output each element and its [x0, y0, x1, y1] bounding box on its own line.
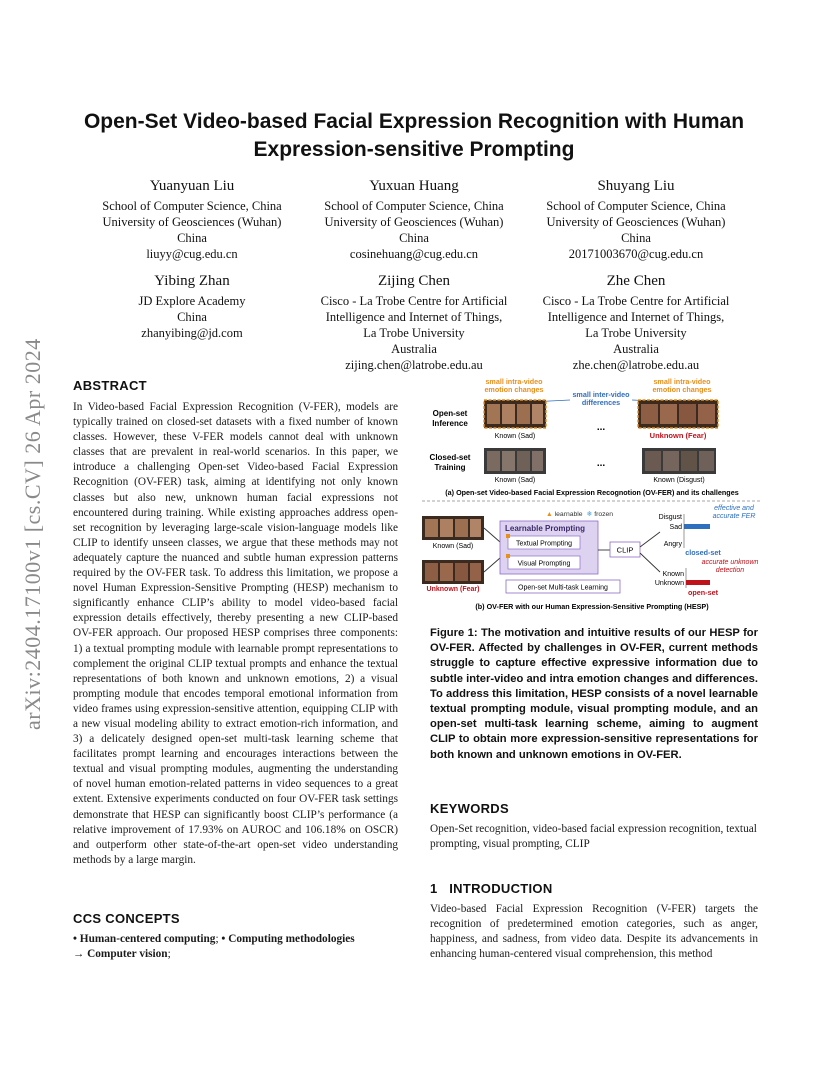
- film-strip-known-disgust: [642, 448, 716, 474]
- author-name: Yuanyuan Liu: [149, 178, 235, 194]
- label-known: Known: [662, 571, 684, 578]
- label-known-sad-bottom: Known (Sad): [494, 477, 536, 484]
- introduction-heading: 1 INTRODUCTION: [430, 881, 553, 896]
- author-affiliation-line: La Trobe University: [363, 326, 465, 340]
- label-emotion-changes-left: emotion changes: [484, 385, 544, 394]
- label-multitask: Open-set Multi-task Learning: [518, 584, 608, 592]
- author-card: [516, 176, 756, 262]
- abstract-text: In Video-based Facial Expression Recognition (V-FER), models are typically trained on closed-set datasets with a fixed number of known classes. However, these V-FER models cannot deal with unknown classes that are prevalent in real-world scenarios. In this paper, we introduce a challenging Open-set Video-based Facial Expression Recognition (OV-FER) task, aiming at identifying not only known classes but also new, unknown human facial expressions not encountered during training. While existing approaches address open-set recognition by leveraging large-scale vision-language models like CLIP to identify unseen classes, we argue that these methods may not adequately capture the nuanced and subtle human expression patterns required by the OV-FER task. To address this limitation, we propose a novel Human Expression-Sensitive Prompting (HESP) mechanism to significantly enhance CLIP’s ability to model video-based facial expression details effectively, thereby presenting a new CLIP-based OV-FER approach. Our proposed HESP comprises three components: 1) a textual prompting module with learnable prompt representations to complement the original CLIP textual prompts and enhance the textual representations of both known and unknown emotions, 2) a visual prompting module that encodes temporal emotional information from video frames using expression-sensitive attention, equipping CLIP with a new visual modeling ability to extract emotion-rich information, and 3) a delicately designed open-set multi-task learning scheme that facilitates prompt learning and encourages interactions between the textual and visual prompting modules, augmenting the understanding of novel human emotion-related patterns in video sequences to a great extent. Extensive experiments conducted on four OV-FER task settings demonstrate that HESP can significantly boost CLIP’s performance (a relative improvement of 17.93% on AUROC and 106.18% on OSCR) and outperform other state-of-the-art open-set video understanding methods by a large margin.: [73, 401, 398, 866]
- author-affiliation-line: University of Geosciences (Wuhan): [546, 215, 726, 229]
- label-open-set-output: open-set: [688, 588, 718, 597]
- label-emotion-changes-right: emotion changes: [652, 385, 712, 394]
- author-affiliation-line: School of Computer Science, China: [324, 199, 504, 213]
- author-affiliation-line: School of Computer Science, China: [102, 199, 282, 213]
- label-effective: effective and: [714, 505, 754, 512]
- film-strip-known-sad-top: [484, 400, 546, 428]
- author-affiliation-line: China: [399, 231, 429, 245]
- author-affiliation-line: Cisco - La Trobe Centre for Artificial: [320, 294, 508, 308]
- flame-mark-visual: [506, 554, 510, 558]
- label-disgust: Disgust: [658, 514, 682, 521]
- label-accurate-unknown: accurate unknown: [701, 559, 759, 566]
- film-strip-unknown-fear: [638, 400, 718, 428]
- label-learnable-prompting: Learnable Prompting: [504, 524, 586, 533]
- label-detection: detection: [715, 567, 745, 574]
- figure-1: [420, 372, 764, 616]
- legend: ▲ learnable ❄ frozen: [546, 511, 614, 518]
- label-inference: Inference: [432, 419, 468, 428]
- author-affiliation-line: School of Computer Science, China: [546, 199, 726, 213]
- author-affiliation-line: zhanyibing@jd.com: [141, 326, 243, 340]
- bar-sad: [684, 524, 710, 529]
- author-affiliation-line: China: [621, 231, 651, 245]
- author-card: [294, 271, 534, 373]
- snowflake-icon: ❄: [586, 511, 593, 518]
- author-affiliation-line: La Trobe University: [585, 326, 687, 340]
- keywords-text: Open-Set recognition, video-based facial expression recognition, textual prompting, visual prompting, CLIP: [430, 823, 757, 851]
- label-textual-prompting: Textual Prompting: [515, 540, 573, 548]
- author-name: Shuyang Liu: [597, 178, 675, 194]
- caption-part-a: (a) Open-set Video-based Facial Expression Recognotion (OV-FER) and its challenges: [445, 488, 739, 497]
- label-known-disgust: Known (Disgust): [653, 477, 705, 484]
- author-affiliation-line: zhe.chen@latrobe.edu.au: [572, 358, 700, 372]
- author-affiliation-line: JD Explore Academy: [138, 294, 246, 308]
- flame-mark-textual: [506, 534, 510, 538]
- film-strip-input-sad: [422, 516, 484, 540]
- label-sad: Sad: [669, 524, 682, 531]
- label-clip: CLIP: [616, 545, 634, 555]
- author-affiliation-line: Intelligence and Internet of Things,: [325, 310, 503, 324]
- keywords-heading: KEYWORDS: [430, 801, 509, 816]
- author-card: [72, 271, 312, 341]
- label-differences: differences: [581, 398, 621, 407]
- author-affiliation-line: University of Geosciences (Wuhan): [324, 215, 504, 229]
- author-affiliation-line: China: [177, 310, 207, 324]
- ellipsis-row2: ...: [596, 458, 606, 469]
- label-accurate-fer: accurate FER: [712, 513, 756, 520]
- author-card: [516, 271, 756, 373]
- author-name: Zhe Chen: [606, 273, 666, 289]
- author-affiliation-line: China: [177, 231, 207, 245]
- ccs-heading: CCS CONCEPTS: [73, 911, 180, 926]
- arxiv-identifier: arXiv:2404.17100v1 [cs.CV] 26 Apr 2024: [20, 338, 45, 730]
- label-known-sad-top: Known (Sad): [494, 433, 536, 440]
- label-unknown-fear-top: Unknown (Fear): [649, 431, 707, 440]
- label-input-known-sad: Known (Sad): [432, 543, 474, 550]
- introduction-text: Video-based Facial Expression Recognition (V-FER) targets the recognition of predetermined emotion categories, such as anger, happiness, and sadness, from video data. Despite its advancements in enhancing human-centered visual comprehension, this method: [430, 903, 758, 961]
- author-name: Yibing Zhan: [154, 273, 230, 289]
- author-affiliation-line: Australia: [391, 342, 437, 356]
- caption-part-b: (b) OV-FER with our Human Expression-Sensitive Prompting (HESP): [475, 602, 709, 611]
- label-visual-prompting: Visual Prompting: [517, 560, 571, 568]
- author-affiliation-line: liuyy@cug.edu.cn: [146, 247, 238, 261]
- author-affiliation-line: University of Geosciences (Wuhan): [102, 215, 282, 229]
- author-affiliation-line: 20171003670@cug.edu.cn: [568, 247, 704, 261]
- ellipsis-row1: ...: [596, 422, 606, 433]
- label-small-intra-right: small intra-video: [653, 377, 711, 386]
- author-affiliation-line: Australia: [613, 342, 659, 356]
- author-affiliation-line: Intelligence and Internet of Things,: [547, 310, 725, 324]
- label-closed-set: Closed-set: [429, 453, 471, 462]
- author-name: Yuxuan Huang: [369, 178, 459, 194]
- ccs-text: • Human-centered computing; • Computing methodologies → Computer vision;: [73, 933, 355, 961]
- author-name: Zijing Chen: [377, 273, 451, 289]
- author-affiliation-line: zijing.chen@latrobe.edu.au: [345, 358, 483, 372]
- paper-title: Open-Set Video-based Facial Expression Recognition with Human Expression-sensitive Prompting: [83, 110, 745, 161]
- author-affiliation-line: cosinehuang@cug.edu.cn: [349, 247, 479, 261]
- label-closed-set-output: closed-set: [685, 548, 721, 557]
- label-small-inter: small inter-video: [572, 390, 630, 399]
- input-arrows: [484, 528, 500, 572]
- label-small-intra-left: small intra-video: [485, 377, 543, 386]
- film-strip-known-sad-bottom: [484, 448, 546, 474]
- label-open-set: Open-set: [432, 409, 468, 418]
- label-unknown: Unknown: [654, 580, 684, 587]
- bar-unknown: [686, 580, 710, 585]
- abstract-heading: ABSTRACT: [73, 378, 147, 393]
- label-training: Training: [434, 463, 466, 472]
- figure-caption: Figure 1: The motivation and intuitive results of our HESP for OV-FER. Affected by challenges in OV-FER, current methods struggle to capture effective expressive information due to subtle inter-video and intra emotion changes and differences. To address this limitation, HESP consists of a novel learnable textual prompting module, visual prompting module, and an open-set multi-task learning scheme, aiming to augment CLIP to obtain more expression-sensitive representations for both known and unknown emotions in OV-FER.: [430, 627, 758, 761]
- clip-output-arrows: [640, 532, 660, 572]
- flame-icon: ▲: [546, 511, 553, 518]
- author-card: [294, 176, 534, 262]
- author-affiliation-line: Cisco - La Trobe Centre for Artificial: [542, 294, 730, 308]
- label-angry: Angry: [663, 541, 682, 548]
- author-card: [72, 176, 312, 262]
- film-strip-input-fear: [422, 560, 484, 584]
- label-input-unknown-fear: Unknown (Fear): [426, 586, 480, 593]
